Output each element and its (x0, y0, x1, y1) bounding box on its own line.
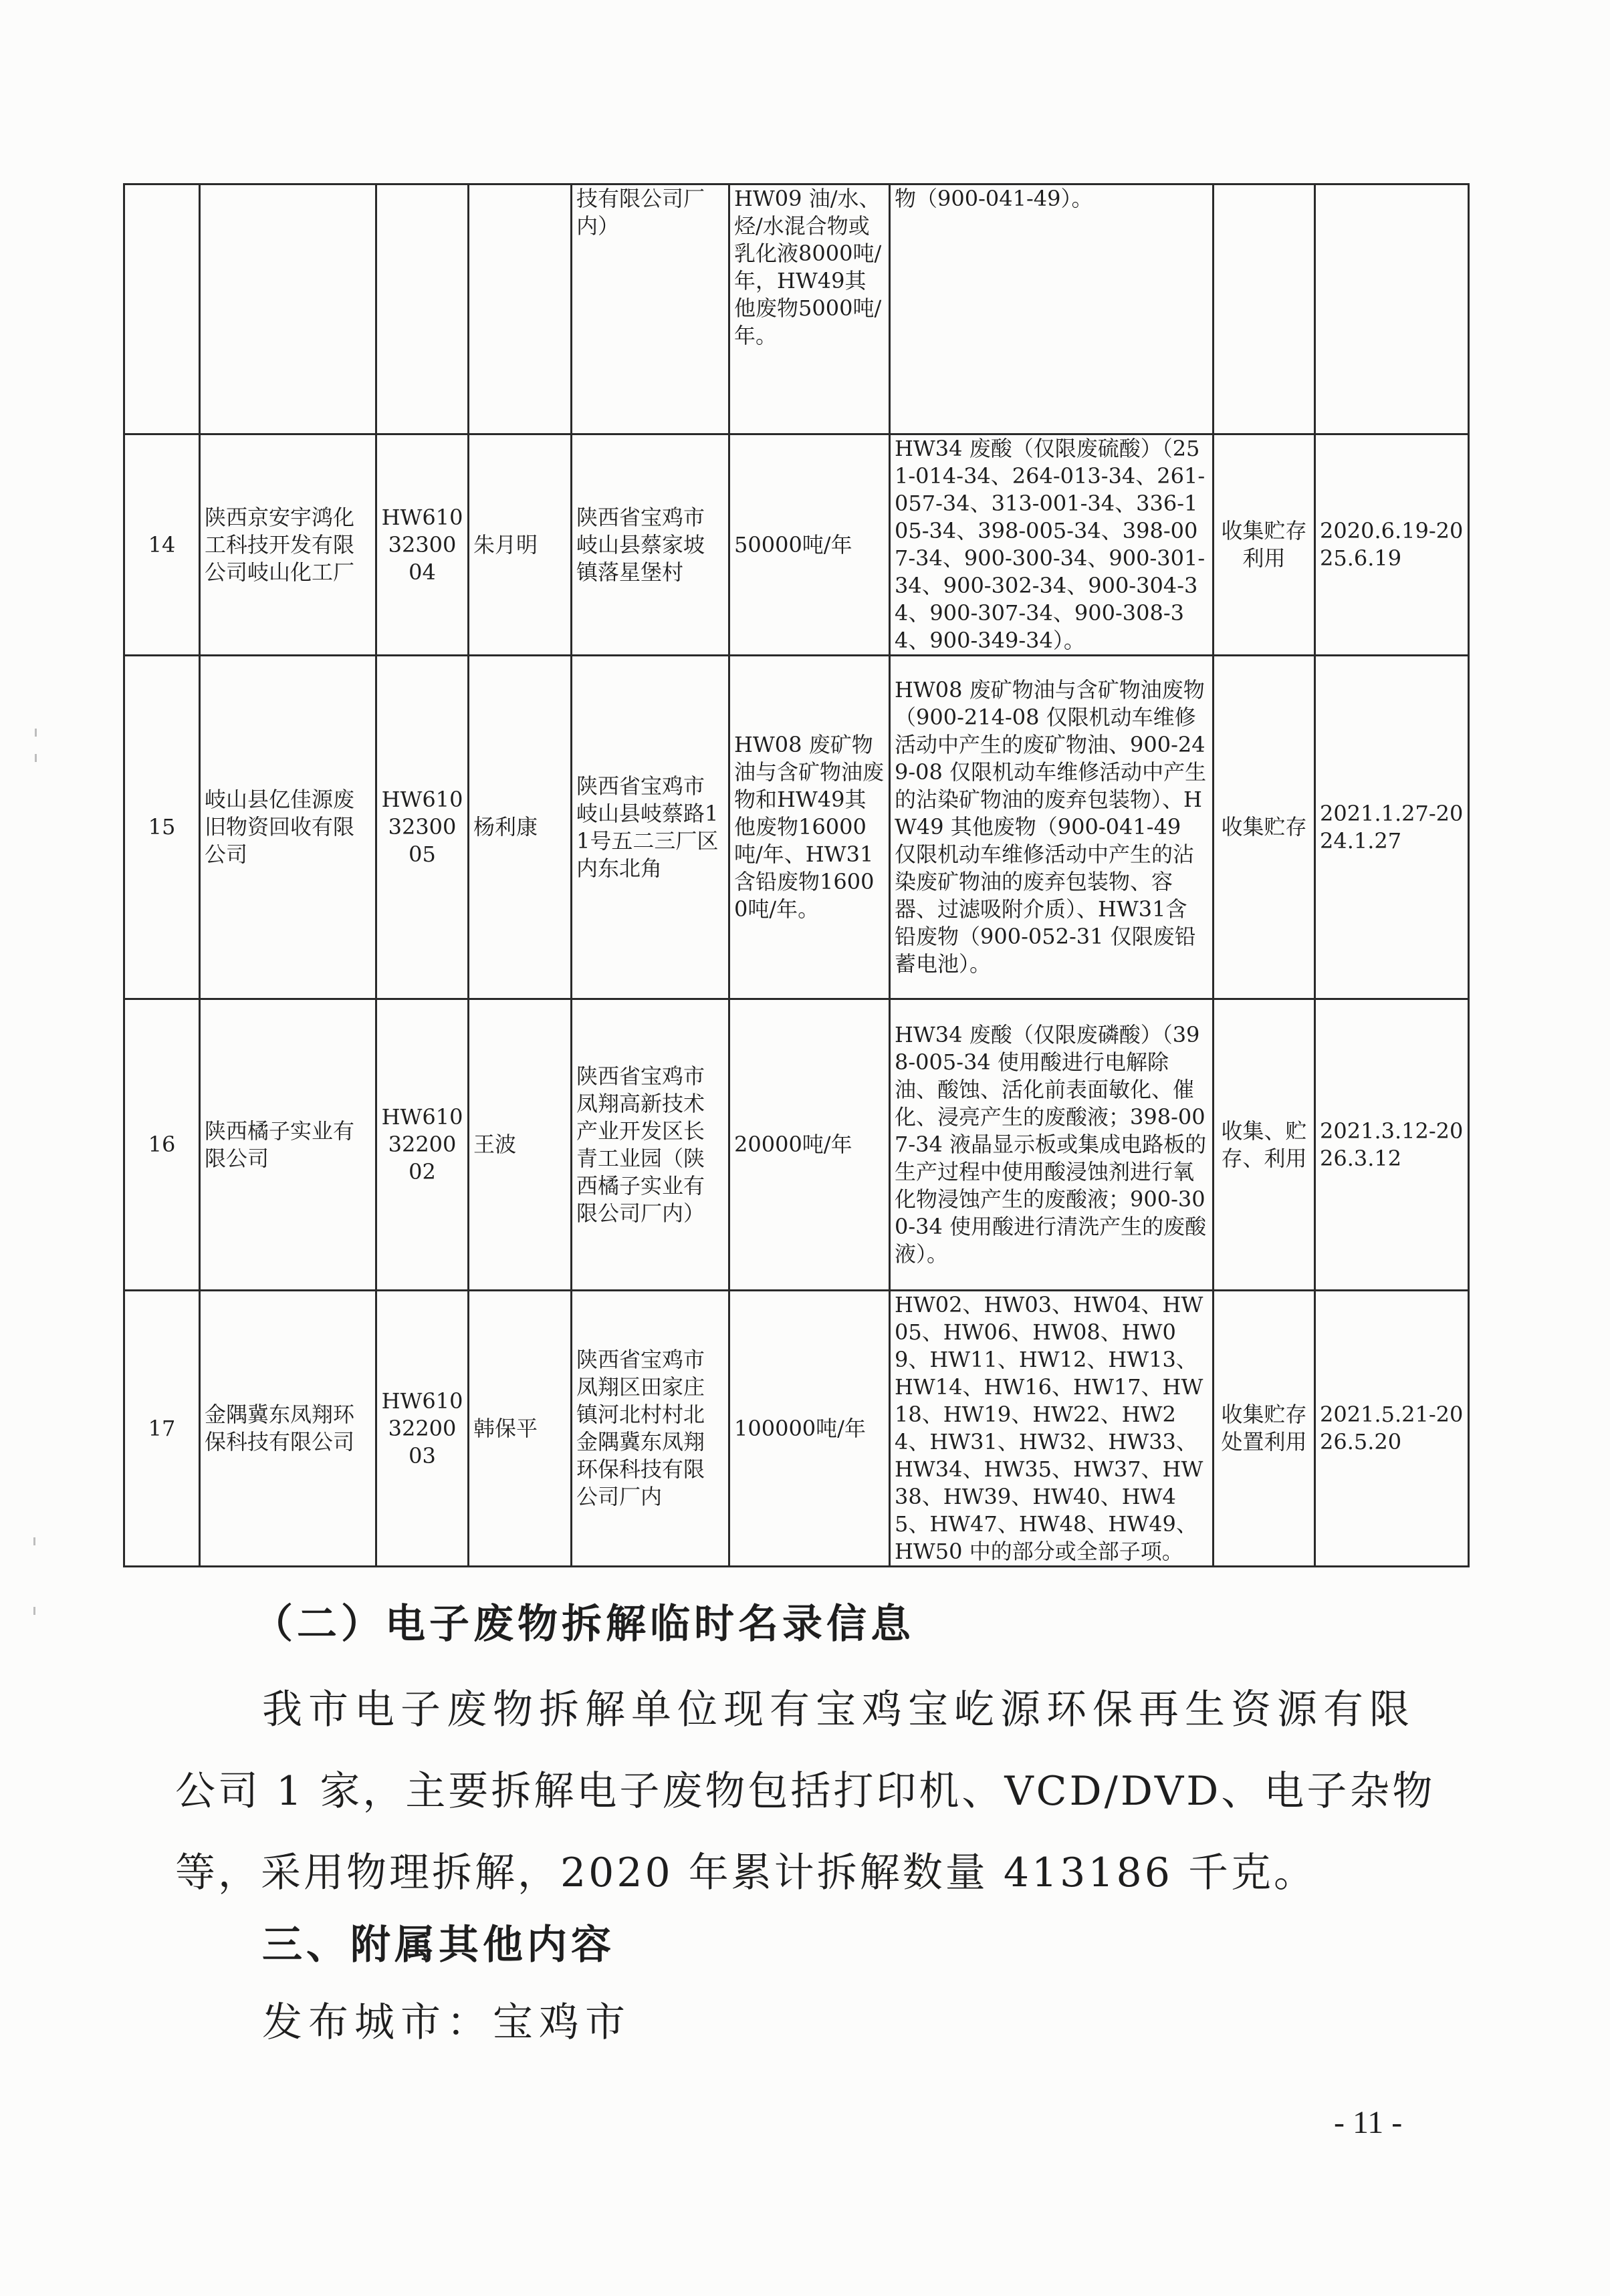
cell-legal: 韩保平 (469, 1291, 572, 1567)
cell-company (200, 184, 376, 434)
paragraph-line: 等，采用物理拆解，2020 年累计拆解数量 413186 千克。 (175, 1849, 1316, 1896)
cell-period: 2020.6.19-2025.6.19 (1315, 434, 1469, 656)
cell-legal: 王波 (469, 999, 572, 1291)
table-row (124, 656, 1469, 999)
cell-address: 技有限公司厂内） (572, 184, 729, 434)
paragraph-line: 我市电子废物拆解单位现有宝鸡宝屹源环保再生资源有限 (262, 1686, 1415, 1733)
cell-license (376, 184, 469, 434)
cell-legal: 杨利康 (469, 656, 572, 999)
cell-company: 岐山县亿佳源废旧物资回收有限公司 (200, 656, 376, 999)
cell-scale: HW09 油/水、烃/水混合物或乳化液8000吨/年，HW49其他废物5000吨/年。 (729, 184, 890, 434)
table-row (124, 434, 1469, 656)
cell-address: 陕西省宝鸡市凤翔高新技术产业开发区长青工业园（陕西橘子实业有限公司厂内） (572, 999, 729, 1291)
margin-mark (33, 1537, 35, 1545)
cell-no: 14 (124, 434, 200, 656)
cell-period: 2021.3.12-2026.3.12 (1315, 999, 1469, 1291)
cell-license: HW61032200 02 (376, 999, 469, 1291)
cell-company: 金隅冀东凤翔环保科技有限公司 (200, 1291, 376, 1567)
cell-license: HW61032300 05 (376, 656, 469, 999)
cell-license: HW61032300 04 (376, 434, 469, 656)
cell-mode: 收集、贮存、利用 (1214, 999, 1315, 1291)
cell-address: 陕西省宝鸡市岐山县蔡家坡镇落星堡村 (572, 434, 729, 656)
cell-no: 16 (124, 999, 200, 1291)
cell-period (1315, 184, 1469, 434)
cell-no: 17 (124, 1291, 200, 1567)
cell-company: 陕西京安宇鸿化工科技开发有限公司岐山化工厂 (200, 434, 376, 656)
cell-mode: 收集贮存 (1214, 656, 1315, 999)
section-heading-other: 三、附属其他内容 (262, 1922, 615, 1968)
section-heading-e-waste: （二）电子废物拆解临时名录信息 (253, 1601, 915, 1648)
cell-categories: 物（900-041-49）。 (890, 184, 1214, 434)
cell-period: 2021.1.27-2024.1.27 (1315, 656, 1469, 999)
cell-mode: 收集贮存处置利用 (1214, 1291, 1315, 1567)
margin-mark (35, 729, 37, 737)
cell-legal: 朱月明 (469, 434, 572, 656)
table-row (124, 184, 1469, 434)
cell-address: 陕西省宝鸡市岐山县岐蔡路11号五二三厂区内东北角 (572, 656, 729, 999)
paragraph-line: 公司 1 家，主要拆解电子废物包括打印机、VCD/DVD、电子杂物 (175, 1768, 1435, 1815)
cell-period: 2021.5.21-2026.5.20 (1315, 1291, 1469, 1567)
cell-scale: 50000吨/年 (729, 434, 890, 656)
page-number: - 11 - (1334, 2105, 1403, 2140)
cell-mode (1214, 184, 1315, 434)
cell-address: 陕西省宝鸡市凤翔区田家庄镇河北村村北金隅冀东凤翔环保科技有限公司厂内 (572, 1291, 729, 1567)
cell-scale: 100000吨/年 (729, 1291, 890, 1567)
table-row (124, 1291, 1469, 1567)
margin-mark (33, 1607, 35, 1615)
cell-categories: HW08 废矿物油与含矿物油废物（900-214-08 仅限机动车维修活动中产生的废矿物油、900-249-08 仅限机动车维修活动中产生的沾染矿物油的废弃包装物）、HW49 其他废物（900-041-49 仅限机动车维修活动中产生的沾染废矿物油的废弃包装物、容器、过滤吸附介质）、HW31含铅废物（900-052-31 仅限废铅蓄电池）。 (890, 656, 1214, 999)
waste-license-table (123, 183, 1470, 1567)
cell-company: 陕西橘子实业有限公司 (200, 999, 376, 1291)
cell-scale: HW08 废矿物油与含矿物油废物和HW49其他废物16000吨/年、HW31含铅废物16000吨/年。 (729, 656, 890, 999)
cell-categories: HW34 废酸（仅限废硫酸）（251-014-34、264-013-34、261-057-34、313-001-34、336-105-34、398-005-34、398-007-34、900-300-34、900-301-34、900-302-34、900-304-34、900-307-34、900-308-34、900-349-34）。 (890, 434, 1214, 656)
margin-mark (35, 754, 37, 762)
cell-categories: HW34 废酸（仅限废磷酸）（398-005-34 使用酸进行电解除油、酸蚀、活化前表面敏化、催化、浸亮产生的废酸液；398-007-34 液晶显示板或集成电路板的生产过程中使用酸浸蚀剂进行氧化物浸蚀产生的废酸液；900-300-34 使用酸进行清洗产生的废酸液）。 (890, 999, 1214, 1291)
cell-no (124, 184, 200, 434)
cell-no: 15 (124, 656, 200, 999)
cell-mode: 收集贮存利用 (1214, 434, 1315, 656)
cell-legal (469, 184, 572, 434)
publish-city: 发布城市：宝鸡市 (262, 1999, 631, 2046)
cell-scale: 20000吨/年 (729, 999, 890, 1291)
table-row (124, 999, 1469, 1291)
cell-license: HW61032200 03 (376, 1291, 469, 1567)
cell-categories: HW02、HW03、HW04、HW05、HW06、HW08、HW09、HW11、HW12、HW13、HW14、HW16、HW17、HW18、HW19、HW22、HW24、HW31、HW32、HW33、HW34、HW35、HW37、HW38、HW39、HW40、HW45、HW47、HW48、HW49、HW50 中的部分或全部子项。 (890, 1291, 1214, 1567)
